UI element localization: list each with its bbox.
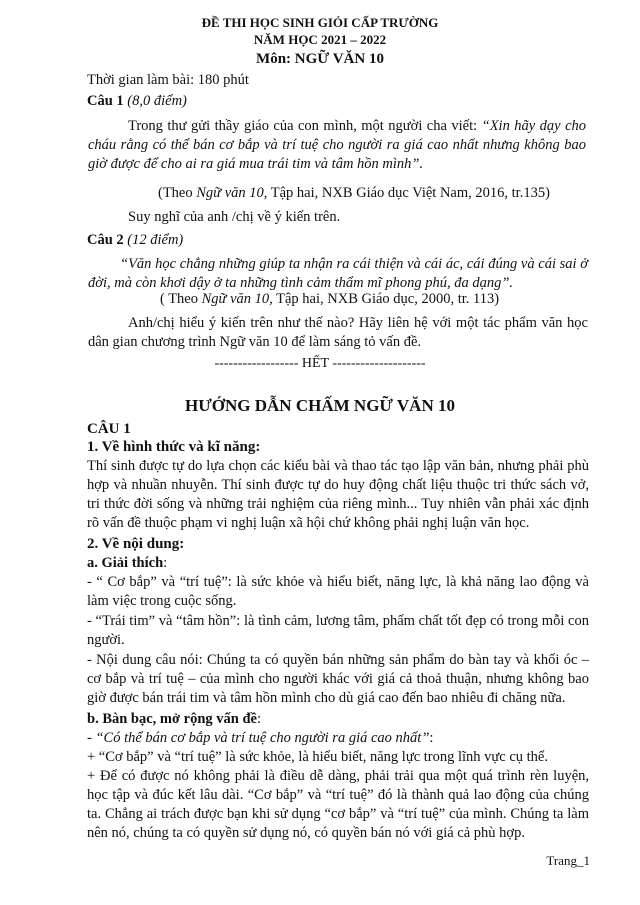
a-heading (87, 554, 587, 573)
s1-heading: 1. Về hình thức và kĩ năng: (87, 439, 261, 455)
q2-source-book: Ngữ văn 10, (201, 291, 273, 307)
q1-source-open: (Theo (158, 185, 197, 201)
q2-label: Câu 2 (87, 232, 124, 248)
q1-points: (8,0 điểm) (127, 93, 187, 109)
b-heading (87, 710, 587, 729)
q1-source (158, 184, 598, 203)
page-number: Trang_1 (546, 853, 590, 868)
b-item-1-prefix: - (87, 730, 96, 746)
a-item-2: - “Trái tim” và “tâm hồn”: là tình cảm, lương tâm, phẩm chất tốt đẹp có trong mỗi con người. (87, 613, 589, 648)
exam-year: NĂM HỌC 2021 – 2022 (253, 32, 387, 47)
guide-cau: CÂU 1 (87, 421, 131, 437)
a-item-1: - “ Cơ bắp” và “trí tuệ”: là sức khỏe và hiểu biết, năng lực, là khả năng lao động và làm việc trong cuộc sống. (87, 574, 589, 609)
q2-source-rest: Tập hai, NXB Giáo dục, 2000, tr. 113) (272, 291, 500, 307)
b-item-1-italic: “Có thể bán cơ bắp và trí tuệ cho người ra giá cao nhất” (95, 730, 430, 746)
q2-heading (87, 231, 587, 250)
q1-body-prefix: Trong thư gửi thầy giáo của con mình, một người cha viết: (128, 118, 482, 134)
q1-task: Suy nghĩ của anh /chị về ý kiến trên. (128, 209, 341, 225)
b-item-1 (87, 729, 589, 748)
guide-title: HƯỚNG DẪN CHẤM NGỮ VĂN 10 (185, 396, 455, 415)
q2-source (160, 290, 600, 309)
b-item-2: + “Cơ bắp” và “trí tuệ” là sức khỏe, là hiểu biết, năng lực trong lĩnh vực cụ thể. (87, 749, 548, 765)
b-heading-colon: : (256, 711, 262, 727)
q2-quote: “Văn học chẳng những giúp ta nhận ra cái thiện và cái ác, cái đúng và cái sai ở đời, mà còn khơi dậy ở ta những tình cảm thẩm mĩ phong phú, đa dạng”. (88, 256, 588, 291)
q1-label: Câu 1 (87, 93, 124, 109)
b-item-3: + Để có được nó không phải là điều dễ dàng, phải trải qua một quá trình rèn luyện, học tập và đúc kết lâu dài. “Cơ bắp” và “trí tuệ” đó là thành quả lao động của chúng ta. Chẳng ai trách được bạn khi sử dụng “cơ bắp” và “trí tuệ” của mình. Chúng ta làm nên nó, chúng ta có quyền sử dụng nó, có quyền bán nó với giá cả phù hợp. (87, 768, 589, 841)
q2-source-open: ( Theo (160, 291, 202, 307)
exam-subject: Môn: NGỮ VĂN 10 (256, 51, 384, 67)
exam-time: Thời gian làm bài: 180 phút (87, 72, 249, 88)
exam-title: ĐỀ THI HỌC SINH GIỎI CẤP TRƯỜNG (201, 15, 439, 30)
b-heading-text: b. Bàn bạc, mở rộng vấn đề (87, 711, 257, 727)
a-item-3: - Nội dung câu nói: Chúng ta có quyền bán những sản phẩm do bàn tay và khối óc – cơ bắp và trí tuệ – của mình cho người khác với giá cả thoả thuận, nhưng không bao giờ được bán trái tim và tâm hồn mình cho dù giá cao đến bao nhiêu đi chăng nữa. (87, 652, 589, 706)
s2-heading: 2. Về nội dung: (87, 536, 185, 552)
q1-quote: “Xin hãy dạy cho cháu rằng có thể bán cơ bắp và trí tuệ cho người ra giá cao nhất nhưng không bao giờ được để cho ai ra giá mua trái tim và tâm hồn mình”. (88, 118, 587, 172)
q1-source-rest: Tập hai, NXB Giáo dục Việt Nam, 2016, tr.135) (267, 185, 550, 201)
q2-task: Anh/chị hiểu ý kiến trên như thế nào? Hãy liên hệ với một tác phẩm văn học dân gian chương trình Ngữ văn 10 để làm sáng tỏ vấn đề. (88, 315, 588, 350)
a-heading-colon: : (163, 555, 168, 571)
end-line: ------------------ HẾT -------------------- (214, 356, 426, 371)
q1-source-book: Ngữ văn 10, (196, 185, 268, 201)
b-item-1-suffix: : (429, 730, 434, 746)
q1-heading (87, 92, 587, 111)
a-heading-text: a. Giải thích (87, 555, 164, 571)
q2-points: (12 điểm) (127, 232, 184, 248)
s1-text: Thí sinh được tự do lựa chọn các kiểu bài và thao tác tạo lập văn bản, nhưng phải phù hợp và nhuần nhuyễn. Thí sinh được tự do huy động chất liệu thuộc tri thức sách vở, tri thức đời sống và những trải nghiệm của riêng mình... Tuy nhiên vẫn phải xác định rõ vấn đề thuộc phạm vi nghị luận xã hội chứ không phải nghị luận văn học. (87, 458, 589, 531)
q1-body (88, 117, 586, 174)
